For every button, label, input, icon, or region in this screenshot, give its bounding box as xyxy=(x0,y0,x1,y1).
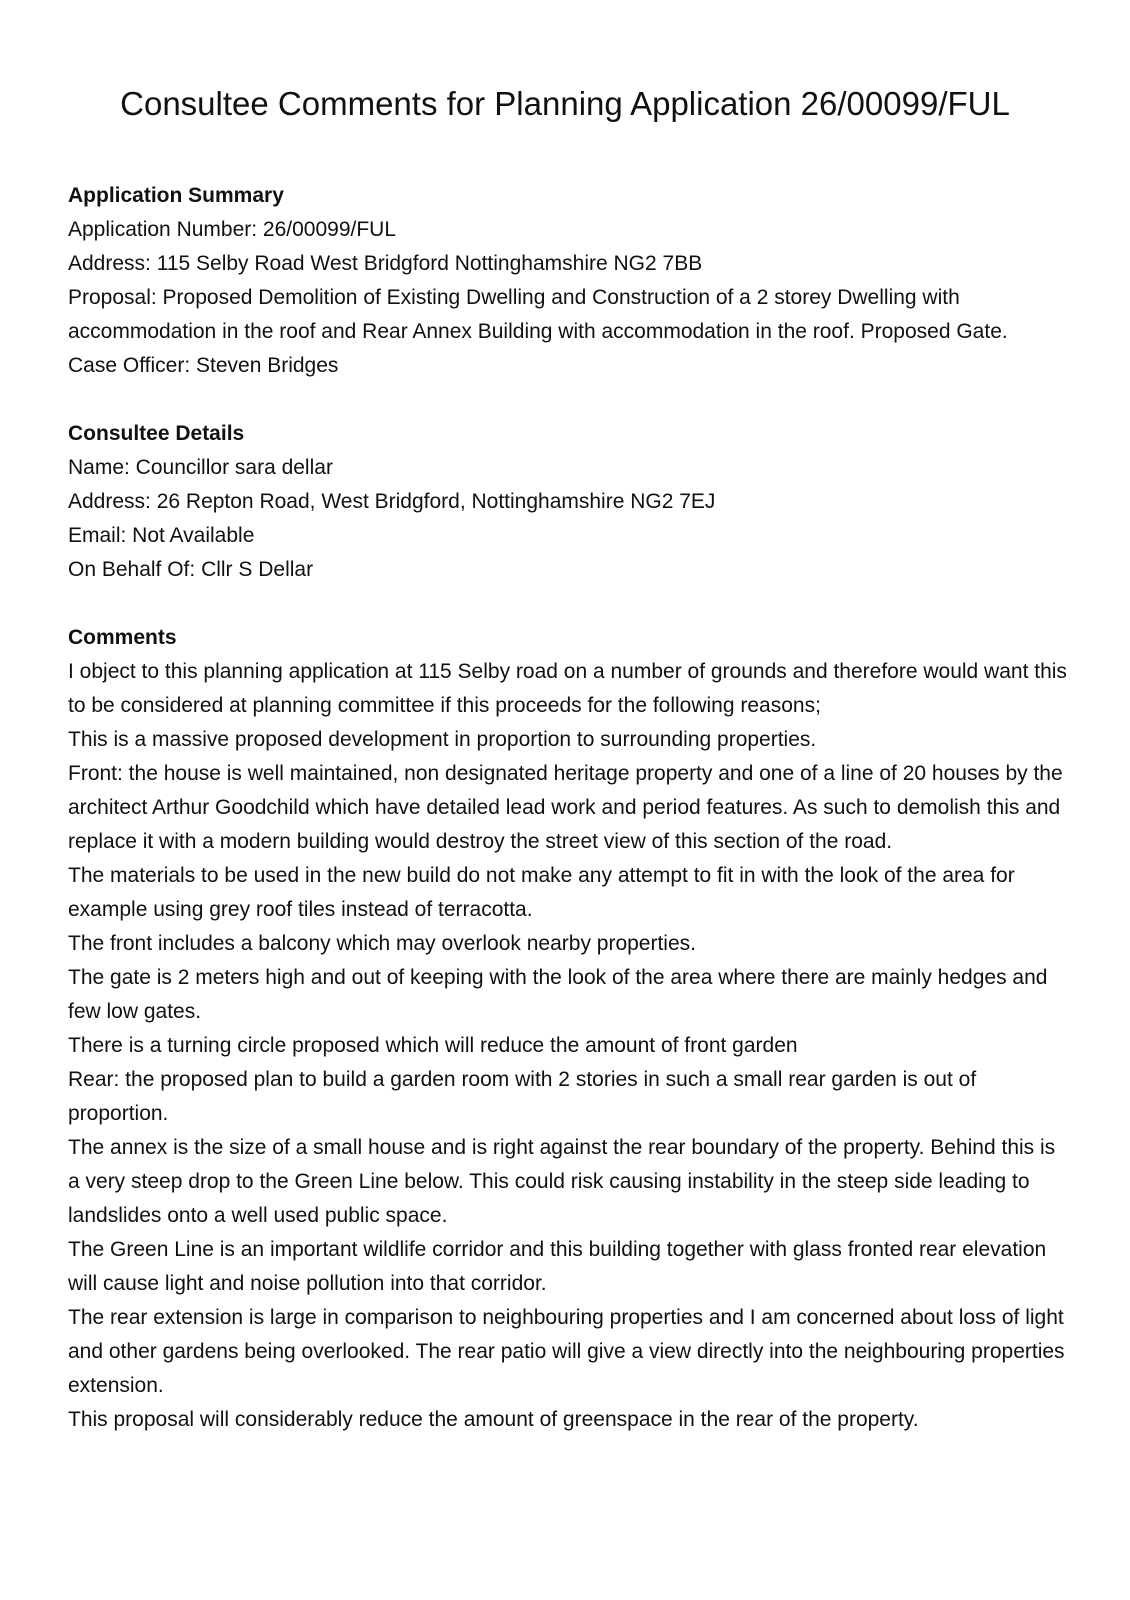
application-address: Address: 115 Selby Road West Bridgford Nottinghamshire NG2 7BB xyxy=(68,252,703,275)
comment-paragraph: The rear extension is large in comparison to neighbouring properties and I am concerned about loss of light and other gardens being overlooked. The rear patio will give a view directly into the neighbouring properties extension. xyxy=(68,1306,1065,1397)
comment-paragraph: Rear: the proposed plan to build a garden room with 2 stories in such a small rear garden is out of proportion. xyxy=(68,1068,977,1125)
comment-paragraph: There is a turning circle proposed which will reduce the amount of front garden xyxy=(68,1034,798,1057)
consultee-on-behalf-of: On Behalf Of: Cllr S Dellar xyxy=(68,558,314,581)
comments-heading: Comments xyxy=(68,626,177,649)
comment-paragraph: I object to this planning application at 115 Selby road on a number of grounds and therefore would want this to be considered at planning committee if this proceeds for the following reasons; xyxy=(68,660,1067,717)
comment-paragraph: This is a massive proposed development in proportion to surrounding properties. xyxy=(68,728,817,751)
application-summary-heading: Application Summary xyxy=(68,184,284,207)
application-number: Application Number: 26/00099/FUL xyxy=(68,218,397,241)
application-summary-section xyxy=(68,179,1068,383)
comment-paragraph: The front includes a balcony which may overlook nearby properties. xyxy=(68,932,696,955)
case-officer: Case Officer: Steven Bridges xyxy=(68,354,339,377)
comment-paragraph: The gate is 2 meters high and out of keeping with the look of the area where there are mainly hedges and few low gates. xyxy=(68,966,1048,1023)
consultee-details-heading: Consultee Details xyxy=(68,422,245,445)
page-title: Consultee Comments for Planning Application 26/00099/FUL xyxy=(120,85,1010,122)
application-proposal: Proposal: Proposed Demolition of Existing Dwelling and Construction of a 2 storey Dwelling with accommodation in the roof and Rear Annex Building with accommodation in the roof. Proposed Gate. xyxy=(68,286,1008,343)
document-content xyxy=(68,179,1068,1471)
comment-paragraph: The annex is the size of a small house and is right against the rear boundary of the property. Behind this is a very steep drop to the Green Line below. This could risk causing instability in the steep side leading to landslides onto a well used public space. xyxy=(68,1136,1056,1227)
consultee-email: Email: Not Available xyxy=(68,524,255,547)
comment-paragraph: The materials to be used in the new build do not make any attempt to fit in with the look of the area for example using grey roof tiles instead of terracotta. xyxy=(68,864,1015,921)
consultee-address: Address: 26 Repton Road, West Bridgford, Nottinghamshire NG2 7EJ xyxy=(68,490,716,513)
consultee-details-section xyxy=(68,417,1068,587)
consultee-name: Name: Councillor sara dellar xyxy=(68,456,333,479)
comment-paragraph: The Green Line is an important wildlife corridor and this building together with glass fronted rear elevation will cause light and noise pollution into that corridor. xyxy=(68,1238,1047,1295)
comment-paragraph: Front: the house is well maintained, non designated heritage property and one of a line of 20 houses by the architect Arthur Goodchild which have detailed lead work and period features. As such to demolish this and replace it with a modern building would destroy the street view of this section of the road. xyxy=(68,762,1063,853)
comments-section xyxy=(68,621,1068,1437)
comment-paragraph: This proposal will considerably reduce the amount of greenspace in the rear of the property. xyxy=(68,1408,919,1431)
